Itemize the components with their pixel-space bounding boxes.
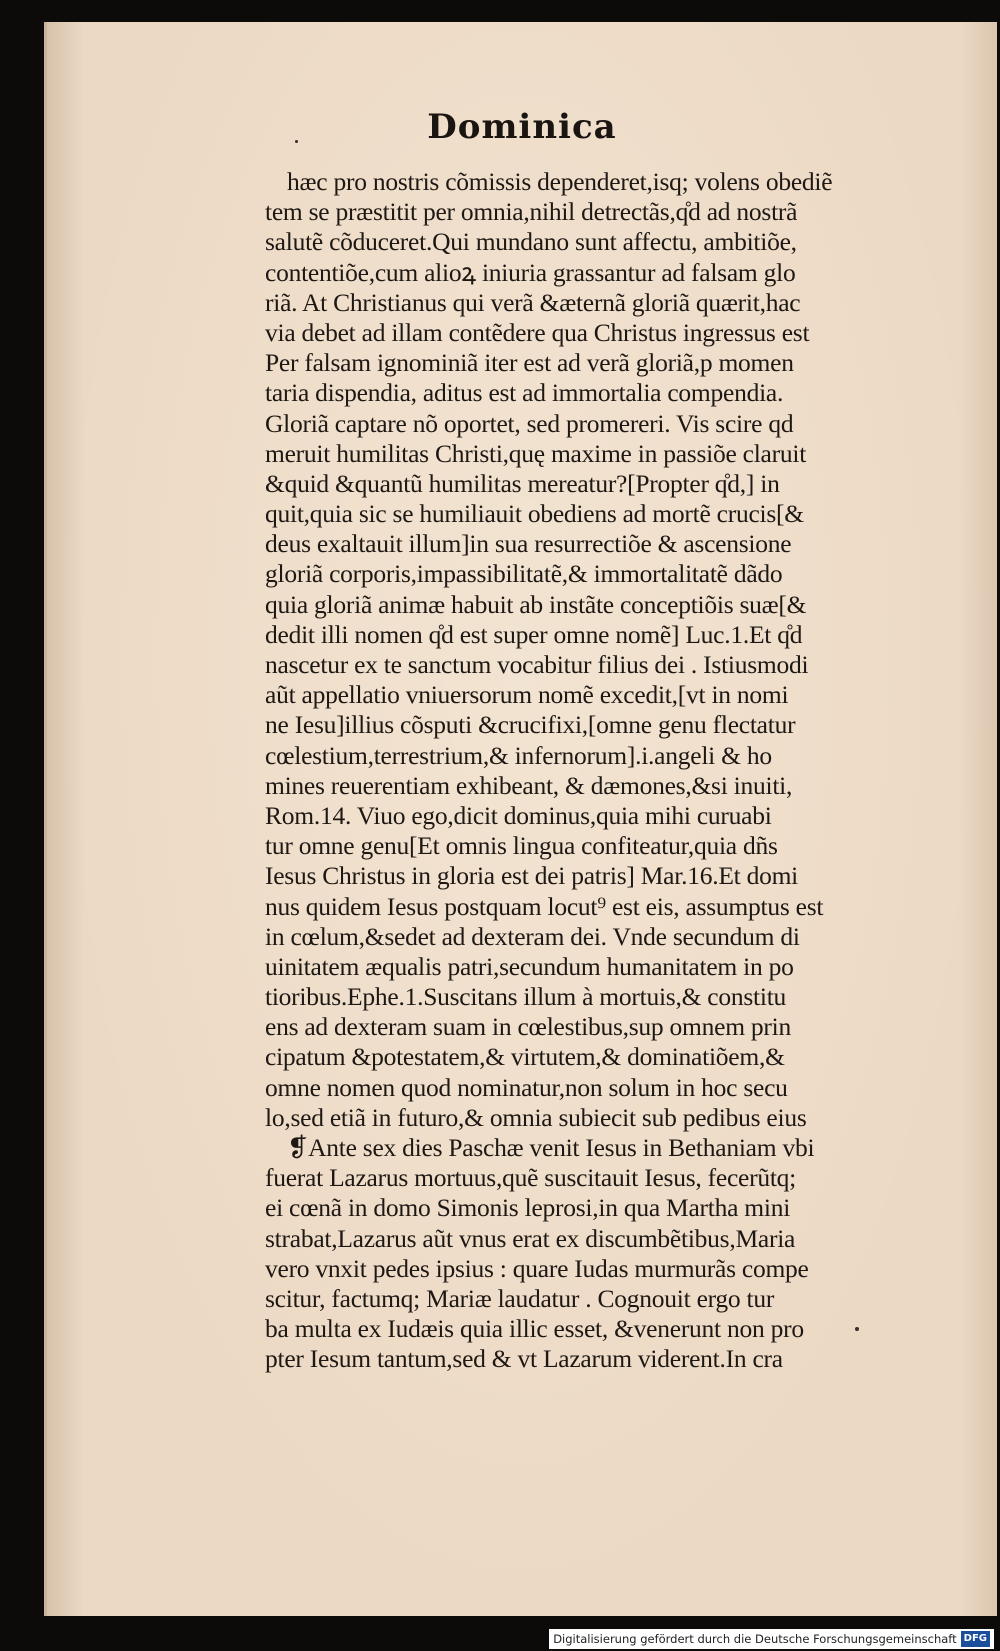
text-line: fuerat Lazarus mortuus,quẽ suscitauit Iesus, fecerũtq; — [265, 1163, 797, 1193]
text-line: scitur, factumq; Mariæ laudatur . Cognouit ergo tur — [265, 1283, 775, 1313]
text-line: vero vnxit pedes ipsius : quare Iudas murmurãs compe — [265, 1253, 809, 1283]
text-line: ne Iesu]illius cõsputi &crucifixi,[omne genu flectatur — [265, 710, 796, 740]
text-line: tem se præstitit per omnia,nihil detrectãs,q̊d ad nostrã — [265, 197, 798, 227]
text-line: cœlestium,terrestrium,& infernorum].i.angeli & ho — [265, 740, 772, 770]
book-page — [44, 22, 997, 1616]
text-line: ei cœnã in domo Simonis leprosi,in qua Martha mini — [265, 1193, 791, 1223]
text-line: nascetur ex te sanctum vocabitur filius dei . Istiusmodi — [265, 650, 809, 679]
text-block — [265, 167, 993, 1375]
text-line: quia gloriã animæ habuit ab instãte conceptiõis suæ[& — [265, 589, 807, 619]
text-line: pter Iesum tantum,sed & vt Lazarum viderent.In cra — [265, 1344, 783, 1374]
text-line: quit,quia sic se humiliauit obediens ad mortẽ crucis[& — [265, 499, 804, 529]
footer-text: Digitalisierung gefördert durch die Deutsche Forschungsgemeinschaft — [553, 1632, 957, 1646]
text-line: meruit humilitas Christi,quę maxime in passiõe claruit — [265, 438, 807, 468]
text-line: ba multa ex Iudæis quia illic esset, &venerunt non pro — [265, 1314, 804, 1344]
text-line: in cœlum,&sedet ad dexteram dei. Vnde secundum di — [265, 921, 800, 951]
footer-credit — [549, 1629, 994, 1649]
text-line: cipatum &potestatem,& virtutem,& dominatiõem,& — [265, 1042, 785, 1072]
page-heading: Dominica — [427, 107, 617, 147]
text-line: via debet ad illam contẽdere qua Christus ingressus est — [265, 317, 810, 347]
text-line: dedit illi nomen q̊d est super omne nomẽ] Luc.1.Et q̊d — [265, 619, 803, 649]
text-line: aũt appellatio vniuersorum nomẽ excedit,[vt in nomi — [265, 680, 789, 710]
text-line: hæc pro nostris cõmissis dependeret,isq; volens obediẽ — [287, 167, 833, 196]
text-line: omne nomen quod nominatur,non solum in hoc secu — [265, 1072, 788, 1102]
ink-speck — [855, 1327, 859, 1331]
ink-speck — [295, 140, 298, 143]
text-line: &quid &quantũ humilitas mereatur?[Propter q̊d,] in — [265, 468, 780, 498]
text-line: deus exaltauit illum]in sua resurrectiõe & ascensione — [265, 529, 792, 559]
text-line: Rom.14. Viuo ego,dicit dominus,quia mihi curuabi — [265, 800, 772, 830]
text-line: gloriã corporis,impassibilitatẽ,& immortalitatẽ dãdo — [265, 559, 783, 589]
dfg-logo-icon: DFG — [961, 1631, 990, 1647]
text-line: riã. At Christianus qui verã &æternã gloriã quærit,hac — [265, 287, 801, 317]
text-line: taria dispendia, aditus est ad immortalia compendia. — [265, 378, 784, 408]
text-line: nus quidem Iesus postquam locut⁹ est eis, assumptus est — [265, 891, 824, 921]
text-line: ens ad dexteram suam in cœlestibus,sup omnem prin — [265, 1012, 791, 1042]
text-line: lo,sed etiã in futuro,& omnia subiecit sub pedibus eius — [265, 1102, 807, 1132]
text-line: Per falsam ignominiã iter est ad verã gloriã,p momen — [265, 348, 794, 378]
text-line: uinitatem æqualis patri,secundum humanitatem in po — [265, 951, 794, 981]
text-line: Iesus Christus in gloria est dei patris] Mar.16.Et domi — [265, 861, 799, 891]
text-line: contentiõe,cum alioꝝ iniuria grassantur ad falsam glo — [265, 257, 796, 287]
text-line: tur omne genu[Et omnis lingua confiteatur,quia dñs — [265, 831, 778, 861]
text-line: salutẽ cõduceret.Qui mundano sunt affectu, ambitiõe, — [265, 227, 797, 257]
text-line: tioribus.Ephe.1.Suscitans illum à mortuis,& constitu — [265, 982, 787, 1012]
text-line: mines reuerentiam exhibeant, & dæmones,&si inuiti, — [265, 770, 793, 800]
text-line: Gloriã captare nõ oportet, sed promereri. Vis scire qd — [265, 408, 794, 438]
text-line: ❡Ante sex dies Paschæ venit Iesus in Bethaniam vbi — [287, 1133, 815, 1162]
text-line: strabat,Lazarus aũt vnus erat ex discumbẽtibus,Maria — [265, 1223, 796, 1253]
